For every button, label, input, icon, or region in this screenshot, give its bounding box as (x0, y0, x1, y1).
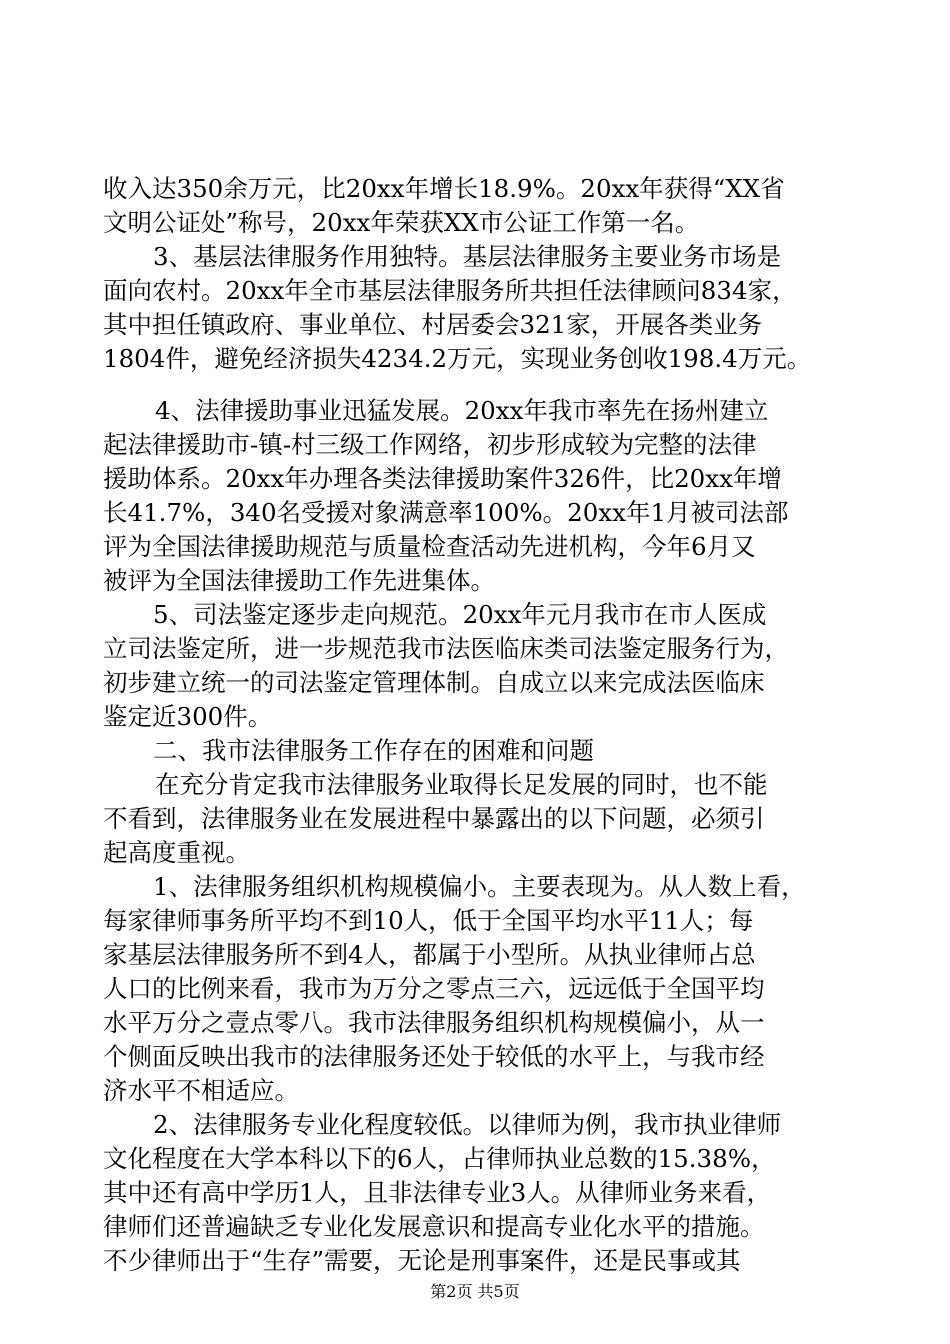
text-line: 长41.7%，340名受援对象满意率100%。20xx年1月被司法部 (103, 498, 789, 527)
text-line: 5、司法鉴定逐步走向规范。20xx年元月我市在市人医成 (153, 600, 767, 629)
text-line: 1804件，避免经济损失4234.2万元，实现业务创收198.4万元。 (103, 344, 812, 373)
text-line: 其中还有高中学历1人，且非法律专业3人。从律师业务来看， (103, 1178, 772, 1207)
text-line: 家基层法律服务所不到4人，都属于小型所。从执业律师占总 (103, 940, 756, 969)
text-line: 起法律援助市-镇-村三级工作网络，初步形成较为完整的法律 (103, 430, 757, 459)
text-line: 3、基层法律服务作用独特。基层法律服务主要业务市场是 (153, 242, 782, 271)
text-line: 2、法律服务专业化程度较低。以律师为例，我市执业律师 (153, 1110, 782, 1139)
text-line: 面向农村。20xx年全市基层法律服务所共担任法律顾问834家， (103, 276, 797, 305)
text-line: 文化程度在大学本科以下的6人，占律师执业总数的15.38%， (103, 1144, 776, 1173)
text-line: 不少律师出于“生存”需要，无论是刑事案件，还是民事或其 (103, 1246, 741, 1275)
text-line: 水平万分之壹点零八。我市法律服务组织机构规模偏小，从一 (103, 1008, 765, 1037)
text-line: 不看到，法律服务业在发展进程中暴露出的以下问题，必须引 (103, 804, 765, 833)
text-line: 1、法律服务组织机构规模偏小。主要表现为。从人数上看， (153, 872, 806, 901)
text-line: 4、法律援助事业迅猛发展。20xx年我市率先在扬州建立 (155, 396, 769, 425)
text-line: 起高度重视。 (103, 838, 250, 867)
text-line: 初步建立统一的司法鉴定管理体制。自成立以来完成法医临床 (103, 668, 765, 697)
text-line: 援助体系。20xx年办理各类法律援助案件326件，比20xx年增 (103, 464, 782, 493)
text-line: 立司法鉴定所，进一步规范我市法医临床类司法鉴定服务行为， (103, 634, 789, 663)
text-line: 在充分肯定我市法律服务业取得长足发展的同时，也不能 (155, 770, 768, 799)
text-line: 律师们还普遍缺乏专业化发展意识和提高专业化水平的措施。 (103, 1212, 765, 1241)
section-heading: 二、我市法律服务工作存在的困难和问题 (153, 736, 594, 765)
text-line: 文明公证处”称号，20xx年荣获XX市公证工作第一名。 (103, 208, 700, 237)
text-line: 收入达350余万元，比20xx年增长18.9%。20xx年获得“XX省 (103, 174, 785, 203)
text-line: 评为全国法律援助规范与质量检查活动先进机构，今年6月又 (103, 532, 756, 561)
text-line: 鉴定近300件。 (103, 702, 273, 731)
text-line: 其中担任镇政府、事业单位、村居委会321家，开展各类业务 (103, 310, 763, 339)
text-line: 济水平不相适应。 (103, 1076, 299, 1105)
page-number: 第2页 共5页 (430, 1282, 520, 1301)
text-line: 个侧面反映出我市的法律服务还处于较低的水平上，与我市经 (103, 1042, 765, 1071)
text-line: 被评为全国法律援助工作先进集体。 (103, 566, 495, 595)
text-line: 每家律师事务所平均不到10人，低于全国平均水平11人；每 (103, 906, 754, 935)
text-line: 人口的比例来看，我市为万分之零点三六，远远低于全国平均 (103, 974, 765, 1003)
